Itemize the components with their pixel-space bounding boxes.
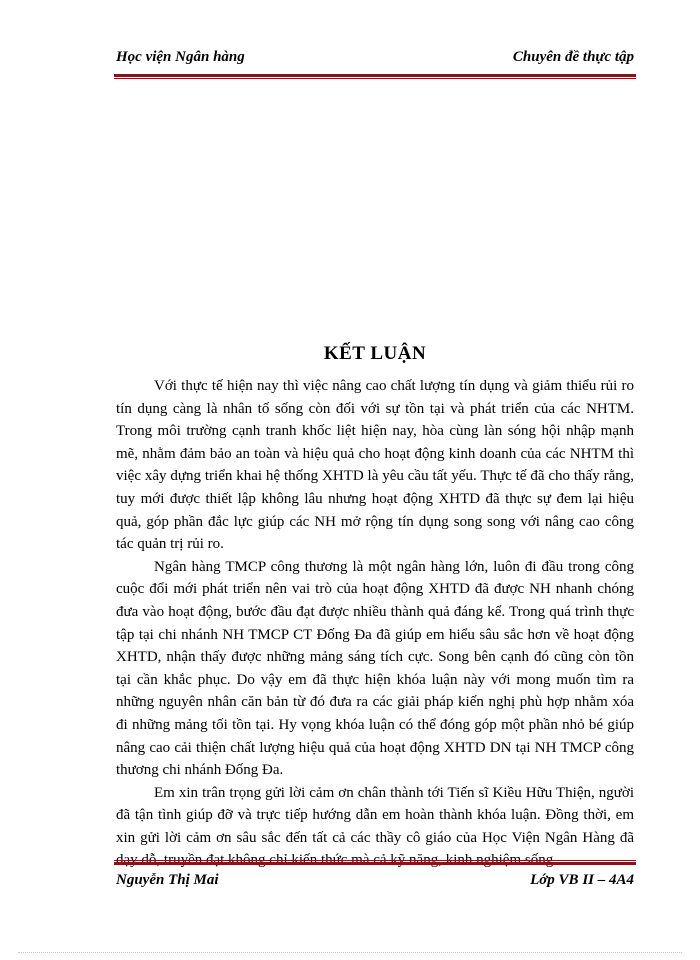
- footer-author: Nguyễn Thị Mai: [116, 872, 219, 888]
- page-boundary: [18, 952, 682, 953]
- header-document-type: Chuyên đề thực tập: [512, 49, 634, 65]
- footer-class: Lớp VB II – 4A4: [530, 872, 634, 888]
- body-text: [116, 375, 634, 872]
- header-institution: Học viện Ngân hàng: [116, 49, 245, 65]
- footer-rule: [114, 859, 636, 864]
- page-footer: [116, 872, 634, 889]
- header-rule: [114, 74, 636, 79]
- paragraph: Ngân hàng TMCP công thương là một ngân hàng lớn, luôn đi đầu trong công cuộc đổi mới phát triển nên vai trò của hoạt động XHTD đã được NH nhanh chóng đưa vào hoạt động, bước đầu đạt được nhiều thành quả đáng kể. Trong quá trình thực tập tại chi nhánh NH TMCP CT Đống Đa đã giúp em hiểu sâu sắc hơn về hoạt động XHTD, nhận thấy được những mảng sáng tích cực. Song bên cạnh đó cũng còn tồn tại cần khắc phục. Do vậy em đã thực hiện khóa luận này với mong muốn tìm ra những nguyên nhân căn bản từ đó đưa ra các giải pháp kiến nghị phù hợp nhằm xóa đi những mảng tối tồn tại. Hy vọng khóa luận có thể đóng góp một phần nhỏ bé giúp nâng cao cải thiện chất lượng hiệu quả của hoạt động XHTD DN tại NH TMCP công thương chi nhánh Đống Đa.: [116, 558, 634, 779]
- paragraph: Với thực tế hiện nay thì việc nâng cao chất lượng tín dụng và giảm thiểu rủi ro tín dụng càng là nhân tố sống còn đối với sự tồn tại và phát triển của các NHTM. Trong môi trường cạnh tranh khốc liệt hiện nay, hòa cùng làn sóng hội nhập mạnh mẽ, nhằm đảm bảo an toàn và hiệu quả cho hoạt động kinh doanh của các NHTM thì việc xây dựng triển khai hệ thống XHTD là yêu cầu tất yếu. Thực tế đã cho thấy rằng, tuy mới được thiết lập không lâu nhưng hoạt động XHTD đã thực sự đem lại hiệu quả, góp phần đắc lực giúp các NH mở rộng tín dụng song song với nâng cao công tác quản trị rủi ro.: [116, 378, 634, 553]
- section-title: KẾT LUẬN: [323, 343, 427, 364]
- paragraph: Em xin trân trọng gửi lời cảm ơn chân thành tới Tiến sĩ Kiều Hữu Thiện, người đã tận tình giúp đỡ và trực tiếp hướng dẫn em hoàn thành khóa luận. Đồng thời, em xin gửi lời cảm ơn sâu sắc đến tất cả các thầy cô giáo của Học Viện Ngân Hàng đã: [116, 784, 634, 846]
- page-header: [116, 49, 634, 66]
